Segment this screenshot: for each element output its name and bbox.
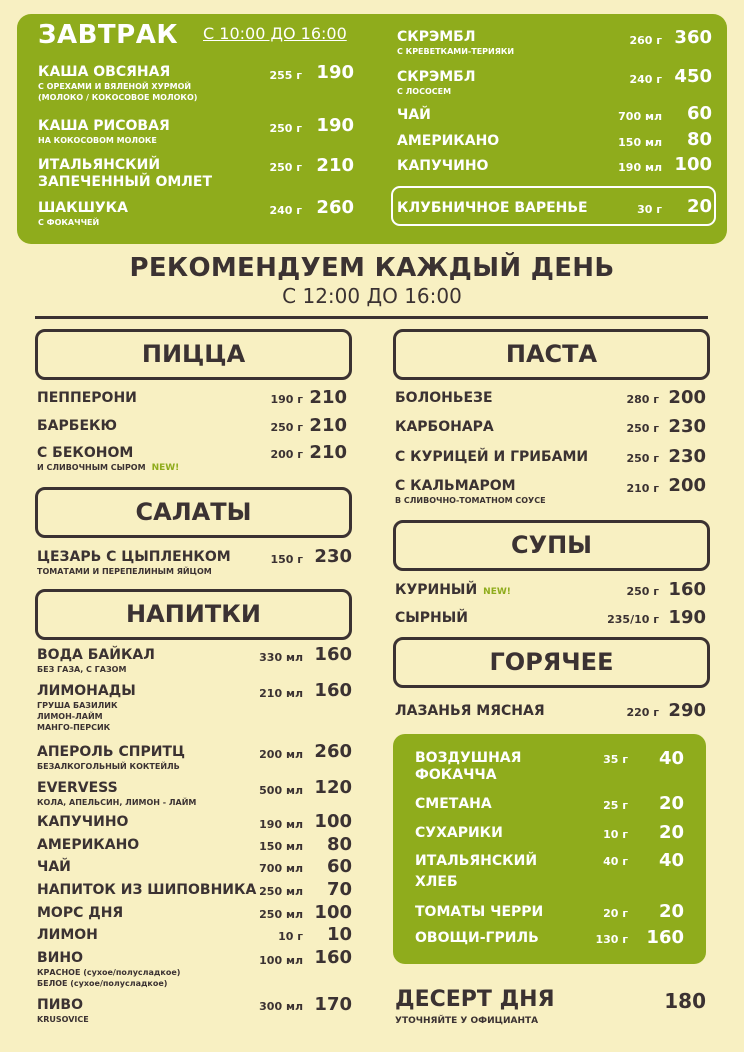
item-weight: 250 мл: [259, 908, 303, 921]
item-price: 200: [668, 387, 706, 408]
item-name: МОРС ДНЯ: [37, 905, 124, 921]
item-weight: 500 мл: [259, 784, 303, 797]
item-weight: 150 мл: [618, 136, 662, 149]
breakfast-item: [38, 200, 128, 228]
item-sub: С КРЕВЕТКАМИ-ТЕРИЯКИ: [397, 47, 515, 56]
item-name: КАША ОВСЯНАЯ: [38, 64, 171, 80]
pizza-header: ПИЦЦА: [35, 329, 352, 380]
item-name-line1: ВОЗДУШНАЯ: [415, 750, 522, 766]
item-price: 160: [668, 579, 706, 600]
item-name: АПЕРОЛЬ СПРИТЦ: [37, 744, 185, 760]
breakfast-time: С 10:00 ДО 16:00: [203, 24, 347, 43]
item-name-line1: ИТАЛЬЯНСКИЙ: [38, 157, 161, 173]
item-sub: БЕЗАЛКОГОЛЬНЫЙ КОКТЕЙЛЬ: [37, 762, 180, 771]
item-sub: (МОЛОКО / КОКОСОВОЕ МОЛОКО): [38, 93, 198, 102]
item-weight: 25 г: [603, 799, 628, 812]
item-price: 100: [314, 811, 352, 832]
item-name: EVERVESS: [37, 780, 118, 796]
item-sub: С ЛОСОСЕМ: [397, 87, 452, 96]
item-price: 260: [314, 741, 352, 762]
item-name: КУРИНЫЙ: [395, 582, 478, 598]
item-price: 20: [658, 822, 684, 843]
item-weight: 150 г: [270, 553, 303, 566]
item-price: 160: [314, 680, 352, 701]
item-weight: 280 г: [626, 393, 659, 406]
item-weight: 35 г: [603, 753, 628, 766]
item-weight: 190 мл: [618, 161, 662, 174]
item-name-line2: ЗАПЕЧЕННЫЙ ОМЛЕТ: [38, 174, 213, 190]
item-price: 60: [686, 103, 712, 124]
item-weight: 250 г: [269, 122, 302, 135]
item-price: 80: [686, 129, 712, 150]
item-weight: 30 г: [637, 203, 662, 216]
item-weight: 700 мл: [259, 862, 303, 875]
menu-item: [37, 445, 179, 474]
item-name: С КАЛЬМАРОМ: [395, 478, 516, 494]
item-price: 40: [658, 850, 684, 871]
item-price: 20: [658, 793, 684, 814]
item-price: 170: [314, 994, 352, 1015]
item-weight: 260 г: [629, 34, 662, 47]
item-sub: БЕЗ ГАЗА, С ГАЗОМ: [37, 665, 127, 674]
item-sub: МАНГО-ПЕРСИК: [37, 723, 111, 732]
dessert-price: 180: [664, 989, 706, 1013]
item-weight: 250 г: [626, 452, 659, 465]
item-price: 210: [316, 155, 354, 176]
menu-item: [37, 647, 155, 675]
item-name-line2: ХЛЕБ: [415, 874, 458, 890]
side-item: [415, 750, 521, 784]
item-price: 60: [326, 856, 352, 877]
item-sub: ТОМАТАМИ И ПЕРЕПЕЛИНЫМ ЯЙЦОМ: [37, 567, 212, 576]
item-price: 210: [309, 442, 347, 463]
item-price: 160: [314, 644, 352, 665]
breakfast-item: [397, 158, 488, 175]
item-name: ШАКШУКА: [38, 200, 128, 216]
item-weight: 130 г: [595, 933, 628, 946]
item-price: 190: [316, 115, 354, 136]
item-weight: 255 г: [269, 69, 302, 82]
breakfast-item: [397, 133, 499, 150]
menu-item: [395, 478, 546, 506]
item-name: ЧАЙ: [37, 859, 71, 875]
soups-header: СУПЫ: [393, 520, 710, 571]
breakfast-item: [397, 200, 588, 217]
item-sub: С ФОКАЧЧЕЙ: [38, 218, 100, 227]
item-weight: 100 мл: [259, 954, 303, 967]
item-weight: 200 г: [270, 448, 303, 461]
item-name: ЦЕЗАРЬ С ЦЫПЛЕНКОМ: [37, 549, 231, 565]
item-weight: 235/10 г: [607, 613, 659, 626]
item-price: 70: [326, 879, 352, 900]
item-name: КАРБОНАРА: [395, 419, 494, 435]
item-sub: ГРУША БАЗИЛИК: [37, 701, 118, 710]
item-sub: НА КОКОСОВОМ МОЛОКЕ: [38, 136, 157, 145]
item-weight: 210 г: [626, 482, 659, 495]
item-price: 10: [326, 924, 352, 945]
new-badge: NEW!: [483, 587, 511, 597]
item-price: 450: [674, 66, 712, 87]
item-weight: 250 г: [269, 161, 302, 174]
item-name: ЛИМОНАДЫ: [37, 683, 136, 699]
item-price: 260: [316, 197, 354, 218]
item-name: СМЕТАНА: [415, 796, 492, 812]
dessert-note: УТОЧНЯЙТЕ У ОФИЦИАНТА: [395, 1016, 539, 1026]
breakfast-item: [397, 29, 514, 57]
item-sub: КОЛА, АПЕЛЬСИН, ЛИМОН - ЛАЙМ: [37, 798, 197, 807]
item-name: ПИВО: [37, 997, 84, 1013]
new-badge: NEW!: [151, 463, 180, 473]
item-weight: 10 г: [603, 828, 628, 841]
item-name: БОЛОНЬЕЗЕ: [395, 390, 493, 406]
menu-item: [37, 997, 89, 1025]
breakfast-item: [38, 118, 170, 146]
item-name: АМЕРИКАНО: [37, 837, 140, 853]
item-name: КАПУЧИНО: [397, 158, 489, 174]
item-name: СКРЭМБЛ: [397, 29, 476, 45]
menu-item: [37, 780, 196, 808]
hot-header: ГОРЯЧЕЕ: [393, 637, 710, 688]
item-weight: 250 г: [270, 421, 303, 434]
item-name: СЫРНЫЙ: [395, 610, 468, 626]
item-price: 230: [668, 446, 706, 467]
item-name: С КУРИЦЕЙ И ГРИБАМИ: [395, 449, 589, 465]
item-name: БАРБЕКЮ: [37, 418, 117, 434]
item-weight: 210 мл: [259, 687, 303, 700]
item-weight: 250 мл: [259, 885, 303, 898]
item-name: ЧАЙ: [397, 107, 431, 123]
item-price: 230: [668, 416, 706, 437]
item-weight: 250 г: [626, 585, 659, 598]
item-name-line2: ФОКАЧЧА: [415, 767, 497, 783]
item-name: С БЕКОНОМ: [37, 445, 134, 461]
item-name: ПЕППЕРОНИ: [37, 390, 137, 406]
item-name: ЛАЗАНЬЯ МЯСНАЯ: [395, 703, 545, 719]
item-name: ОВОЩИ-ГРИЛЬ: [415, 930, 539, 946]
item-price: 190: [316, 62, 354, 83]
breakfast-item: [38, 64, 197, 103]
menu-item: [395, 582, 511, 601]
item-name: СУХАРИКИ: [415, 825, 503, 841]
side-item: [415, 853, 537, 891]
menu-item: [37, 683, 136, 733]
item-weight: 20 г: [603, 907, 628, 920]
item-price: 20: [658, 901, 684, 922]
item-name: КАША РИСОВАЯ: [38, 118, 170, 134]
item-weight: 40 г: [603, 855, 628, 868]
item-price: 40: [658, 748, 684, 769]
item-price: 120: [314, 777, 352, 798]
item-weight: 190 г: [270, 393, 303, 406]
item-weight: 240 г: [629, 73, 662, 86]
item-weight: 200 мл: [259, 748, 303, 761]
item-price: 20: [686, 196, 712, 217]
item-sub: ЛИМОН-ЛАЙМ: [37, 712, 103, 721]
dessert-title: ДЕСЕРТ ДНЯ: [395, 987, 555, 1012]
breakfast-item: [397, 69, 475, 97]
recommend-time: С 12:00 ДО 16:00: [282, 284, 462, 308]
divider: [35, 316, 708, 319]
item-name: ТОМАТЫ ЧЕРРИ: [415, 904, 544, 920]
item-name: ВОДА БАЙКАЛ: [37, 647, 155, 663]
item-name-line1: ИТАЛЬЯНСКИЙ: [415, 853, 538, 869]
recommend-title: РЕКОМЕНДУЕМ КАЖДЫЙ ДЕНЬ: [129, 253, 615, 283]
item-price: 360: [674, 27, 712, 48]
item-sub: И СЛИВОЧНЫМ СЫРОМ: [37, 463, 146, 472]
item-weight: 220 г: [626, 706, 659, 719]
breakfast-item: [38, 157, 212, 191]
item-weight: 240 г: [269, 204, 302, 217]
item-price: 190: [668, 607, 706, 628]
item-price: 160: [646, 927, 684, 948]
item-sub: КРАСНОЕ (сухое/полусладкое): [37, 968, 181, 977]
item-price: 200: [668, 475, 706, 496]
menu-item: [37, 744, 185, 772]
item-name: СКРЭМБЛ: [397, 69, 476, 85]
item-price: 230: [314, 546, 352, 567]
item-name: АМЕРИКАНО: [397, 133, 500, 149]
item-sub: В СЛИВОЧНО-ТОМАТНОМ СОУСЕ: [395, 496, 546, 505]
item-price: 290: [668, 700, 706, 721]
item-price: 100: [314, 902, 352, 923]
item-weight: 330 мл: [259, 651, 303, 664]
item-price: 100: [674, 154, 712, 175]
item-weight: 150 мл: [259, 840, 303, 853]
breakfast-title: ЗАВТРАК: [38, 20, 179, 50]
item-name: НАПИТОК ИЗ ШИПОВНИКА: [37, 882, 257, 898]
menu-item: [37, 549, 231, 577]
item-weight: 250 г: [626, 422, 659, 435]
item-sub: С ОРЕХАМИ И ВЯЛЕНОЙ ХУРМОЙ: [38, 82, 192, 91]
item-price: 210: [309, 387, 347, 408]
salads-header: САЛАТЫ: [35, 487, 352, 538]
item-sub: KRUSOVICE: [37, 1015, 89, 1024]
item-name: КЛУБНИЧНОЕ ВАРЕНЬЕ: [397, 200, 588, 216]
item-name: ЛИМОН: [37, 927, 98, 943]
drinks-header: НАПИТКИ: [35, 589, 352, 640]
item-price: 210: [309, 415, 347, 436]
item-name: ВИНО: [37, 950, 84, 966]
menu-item: [37, 950, 180, 989]
breakfast-item: [397, 107, 431, 124]
item-weight: 700 мл: [618, 110, 662, 123]
item-sub: БЕЛОЕ (сухое/полусладкое): [37, 979, 168, 988]
item-name: КАПУЧИНО: [37, 814, 129, 830]
pasta-header: ПАСТА: [393, 329, 710, 380]
item-weight: 300 мл: [259, 1000, 303, 1013]
item-price: 80: [326, 834, 352, 855]
item-weight: 10 г: [278, 930, 303, 943]
item-weight: 190 мл: [259, 818, 303, 831]
item-price: 160: [314, 947, 352, 968]
